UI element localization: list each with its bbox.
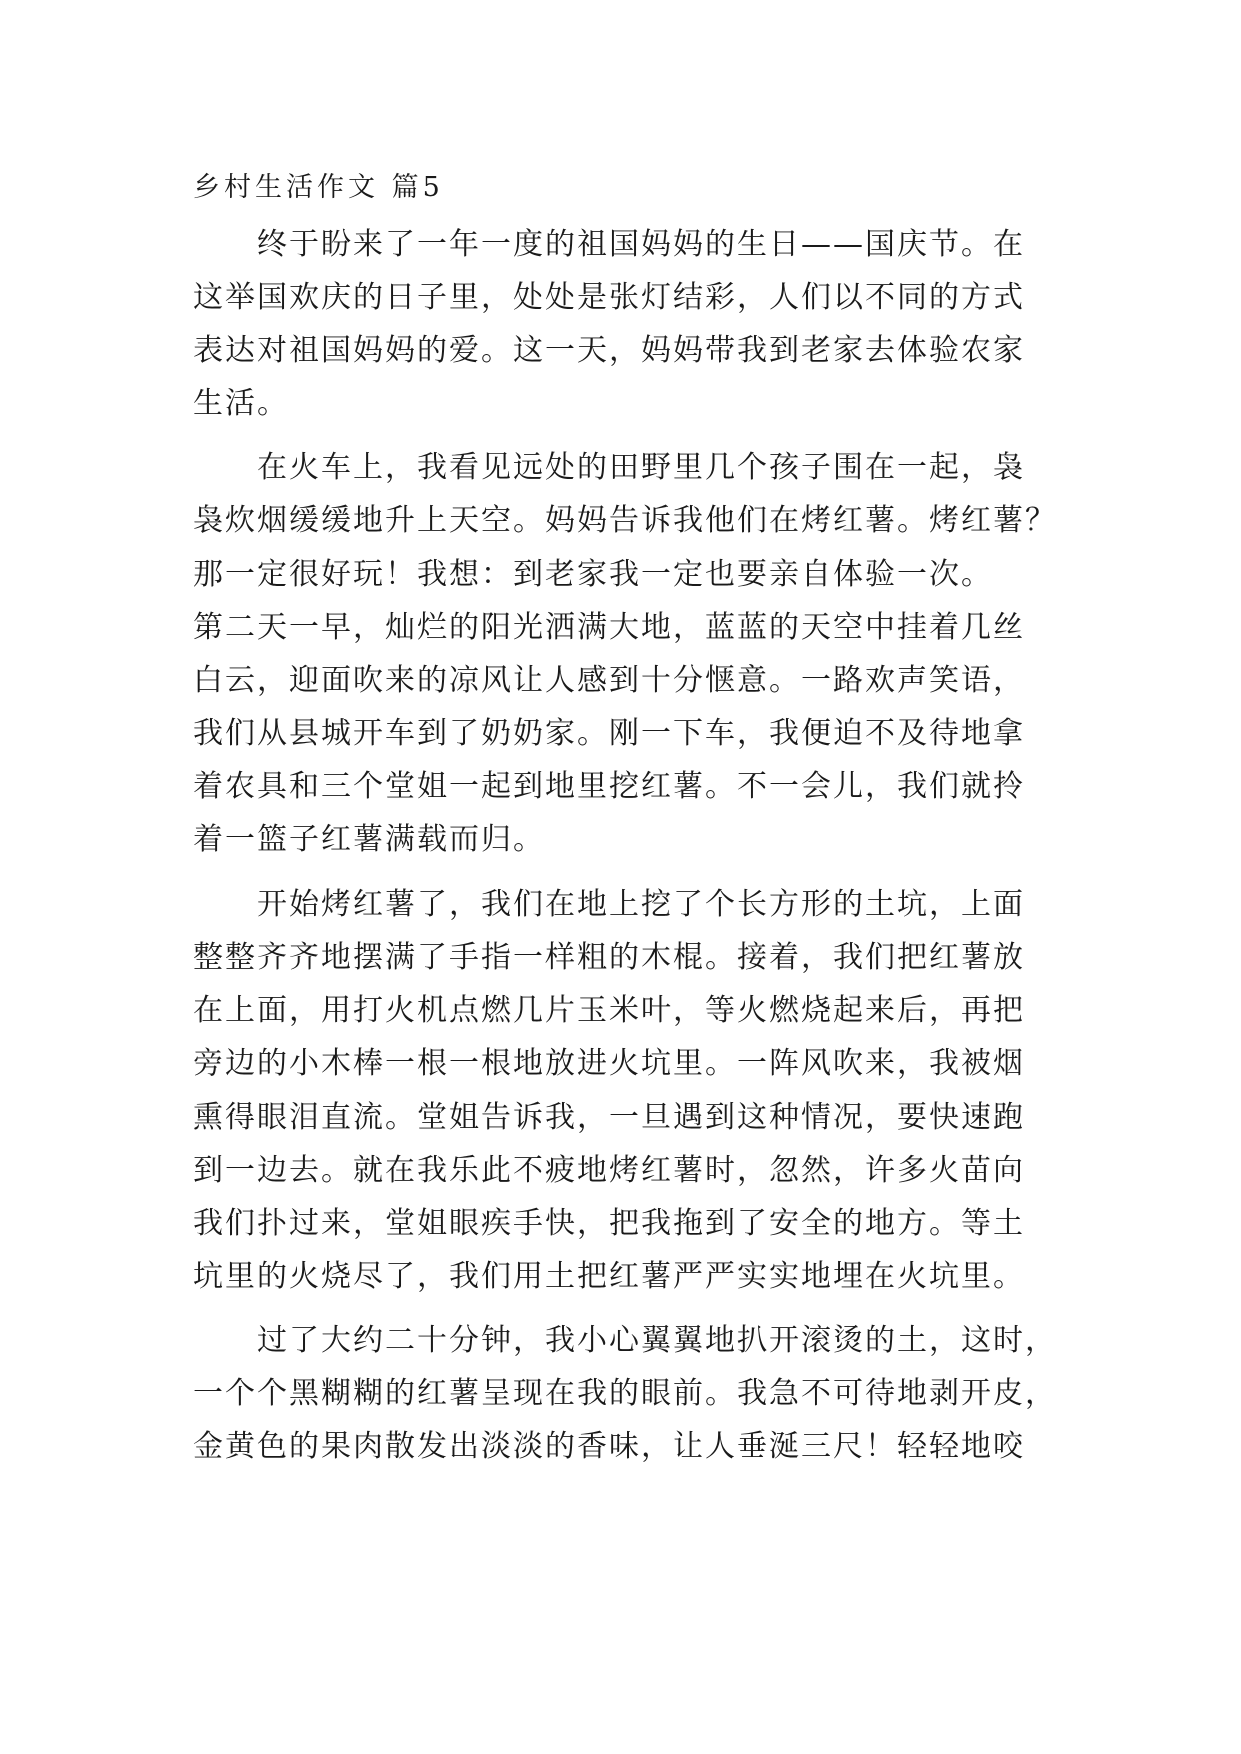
text-line: 过了大约二十分钟，我小心翼翼地扒开滚烫的土，这时， <box>193 1323 1057 1358</box>
text-line: 白云，迎面吹来的凉风让人感到十分惬意。一路欢声笑语， <box>193 663 1025 698</box>
text-line: 终于盼来了一年一度的祖国妈妈的生日——国庆节。在 <box>193 227 1025 262</box>
text-line: 一个个黑糊糊的红薯呈现在我的眼前。我急不可待地剥开皮， <box>193 1376 1057 1411</box>
text-line: 在上面，用打火机点燃几片玉米叶，等火燃烧起来后，再把 <box>193 993 1025 1028</box>
text-line: 这举国欢庆的日子里，处处是张灯结彩，人们以不同的方式 <box>193 280 1025 315</box>
text-line: 熏得眼泪直流。堂姐告诉我，一旦遇到这种情况，要快速跑 <box>193 1100 1025 1135</box>
text-line: 第二天一早，灿烂的阳光洒满大地，蓝蓝的天空中挂着几丝 <box>193 610 1025 645</box>
text-line: 我们从县城开车到了奶奶家。刚一下车，我便迫不及待地拿 <box>193 716 1025 751</box>
text-line: 我们扑过来，堂姐眼疾手快，把我拖到了安全的地方。等土 <box>193 1206 1025 1241</box>
text-line: 开始烤红薯了，我们在地上挖了个长方形的土坑，上面 <box>193 887 1025 922</box>
text-line: 袅炊烟缓缓地升上天空。妈妈告诉我他们在烤红薯。烤红薯？ <box>193 503 1057 538</box>
text-line: 金黄色的果肉散发出淡淡的香味，让人垂涎三尺！轻轻地咬 <box>193 1429 1025 1464</box>
text-line: 着农具和三个堂姐一起到地里挖红薯。不一会儿，我们就拎 <box>193 769 1025 804</box>
text-line: 生活。 <box>193 386 289 421</box>
text-line: 在火车上，我看见远处的田野里几个孩子围在一起，袅 <box>193 450 1025 485</box>
document-heading: 乡村生活作文 篇5 <box>193 172 444 203</box>
text-line: 那一定很好玩！我想：到老家我一定也要亲自体验一次。 <box>193 557 993 592</box>
text-line: 旁边的小木棒一根一根地放进火坑里。一阵风吹来，我被烟 <box>193 1046 1025 1081</box>
text-line: 整整齐齐地摆满了手指一样粗的木棍。接着，我们把红薯放 <box>193 940 1025 975</box>
text-line: 坑里的火烧尽了，我们用土把红薯严严实实地埋在火坑里。 <box>193 1259 1025 1294</box>
text-line: 到一边去。就在我乐此不疲地烤红薯时，忽然，许多火苗向 <box>193 1153 1025 1188</box>
text-line: 表达对祖国妈妈的爱。这一天，妈妈带我到老家去体验农家 <box>193 333 1025 368</box>
text-line: 着一篮子红薯满载而归。 <box>193 822 545 857</box>
